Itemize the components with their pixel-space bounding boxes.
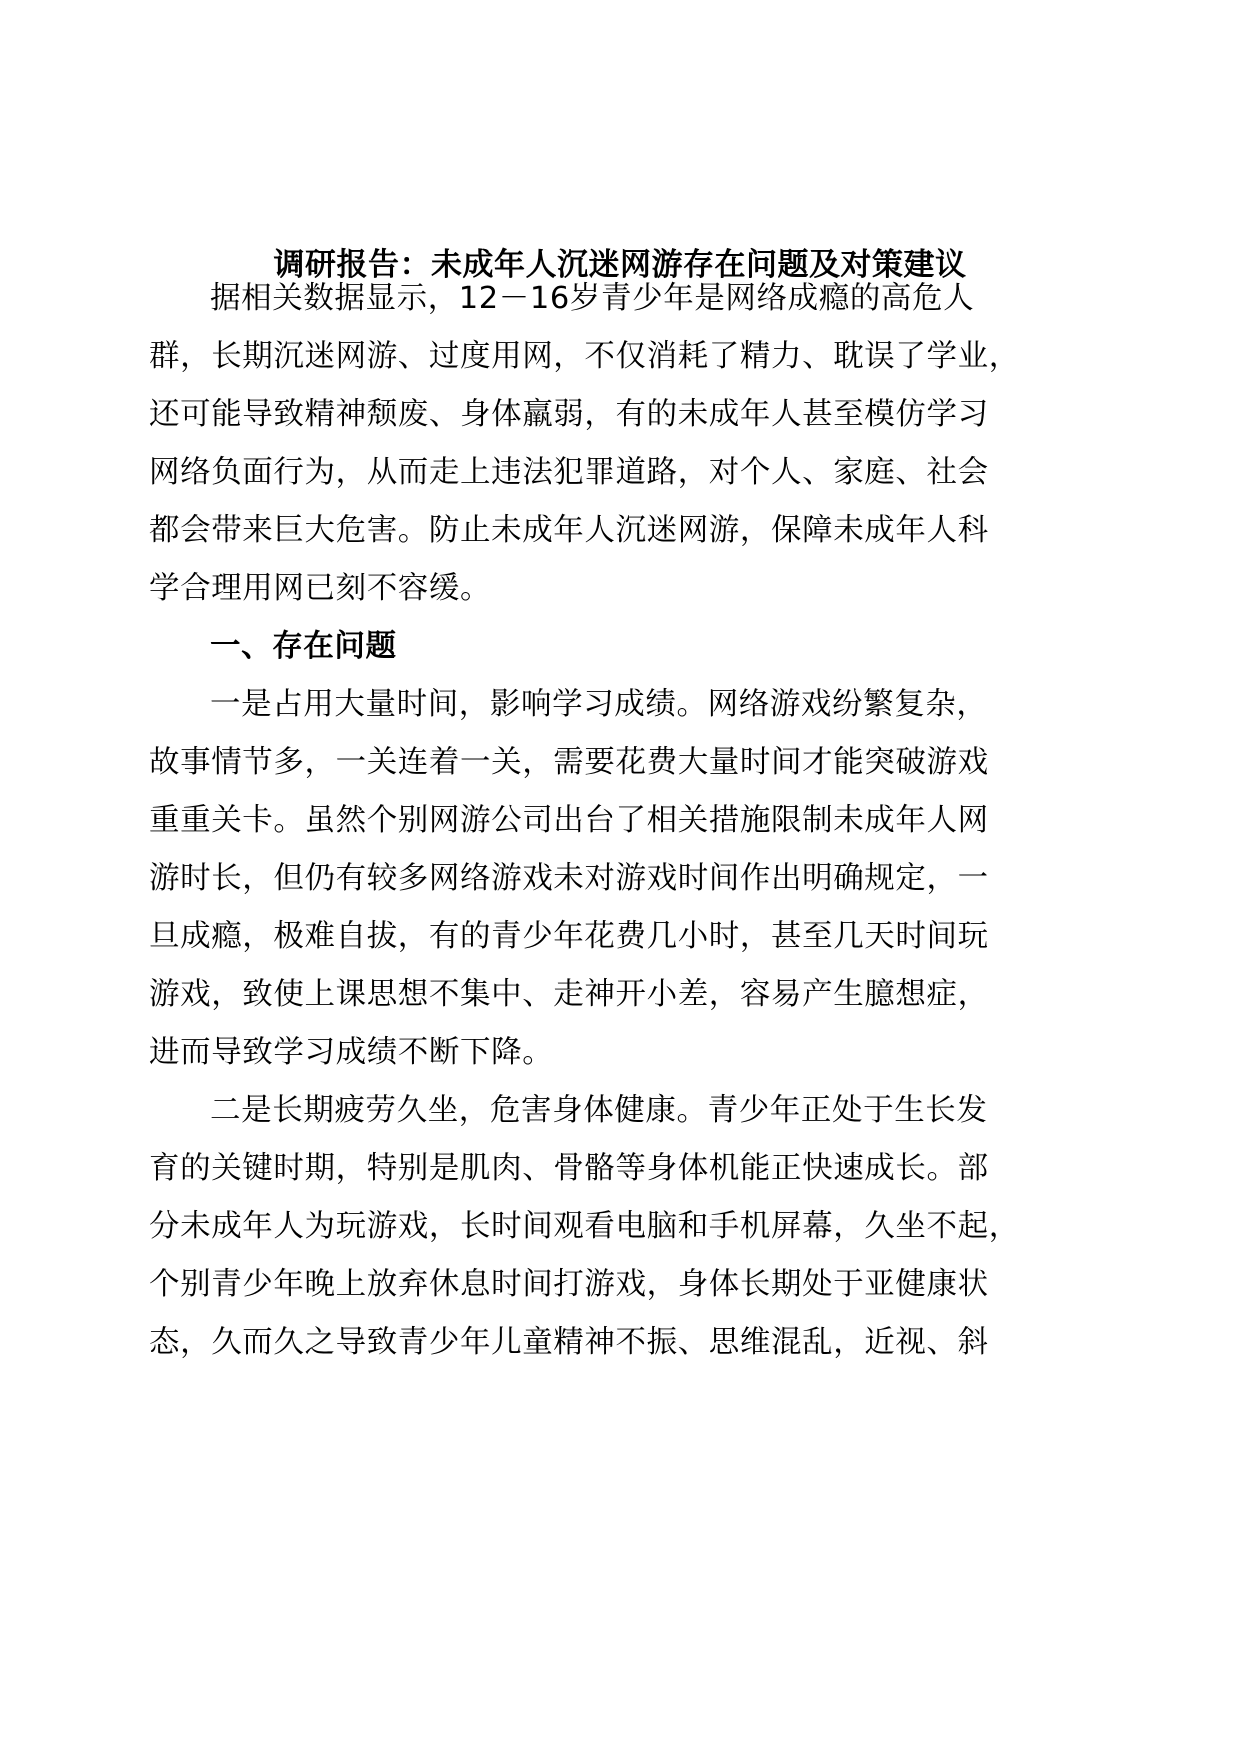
paragraph-line: 进而导致学习成绩不断下降。	[149, 1035, 554, 1070]
paragraph-line: 学合理用网已刻不容缓。	[149, 571, 492, 606]
paragraph-line: 分未成年人为玩游戏，长时间观看电脑和手机屏幕，久坐不起，	[149, 1209, 1020, 1244]
paragraph-line: 游时长，但仍有较多网络游戏未对游戏时间作出明确规定，一	[149, 861, 989, 896]
paragraph-line: 重重关卡。虽然个别网游公司出台了相关措施限制未成年人网	[149, 803, 989, 838]
paragraph-line: 二是长期疲劳久坐，危害身体健康。青少年正处于生长发	[210, 1093, 988, 1128]
paragraph-line: 个别青少年晚上放弃休息时间打游戏，身体长期处于亚健康状	[149, 1267, 989, 1302]
paragraph-line: 据相关数据显示，12－16岁青少年是网络成瘾的高危人	[210, 281, 975, 316]
paragraph-line: 游戏，致使上课思想不集中、走神开小差，容易产生臆想症，	[149, 977, 989, 1012]
paragraph-line: 态，久而久之导致青少年儿童精神不振、思维混乱，近视、斜	[149, 1325, 989, 1360]
paragraph-line: 一是占用大量时间，影响学习成绩。网络游戏纷繁复杂，	[210, 687, 988, 722]
paragraph-line: 群，长期沉迷网游、过度用网，不仅消耗了精力、耽误了学业，	[149, 339, 1020, 374]
paragraph-line: 都会带来巨大危害。防止未成年人沉迷网游，保障未成年人科	[149, 513, 989, 548]
paragraph-line: 故事情节多，一关连着一关，需要花费大量时间才能突破游戏	[149, 745, 989, 780]
paragraph-line: 旦成瘾，极难自拔，有的青少年花费几小时，甚至几天时间玩	[149, 919, 989, 954]
paragraph-line: 网络负面行为，从而走上违法犯罪道路，对个人、家庭、社会	[149, 455, 989, 490]
section-heading: 一、存在问题	[210, 629, 397, 664]
document-title: 调研报告：未成年人沉迷网游存在问题及对策建议	[273, 247, 967, 283]
paragraph-line: 还可能导致精神颓废、身体羸弱，有的未成年人甚至模仿学习	[149, 397, 989, 432]
paragraph-line: 育的关键时期，特别是肌肉、骨骼等身体机能正快速成长。部	[149, 1151, 989, 1186]
